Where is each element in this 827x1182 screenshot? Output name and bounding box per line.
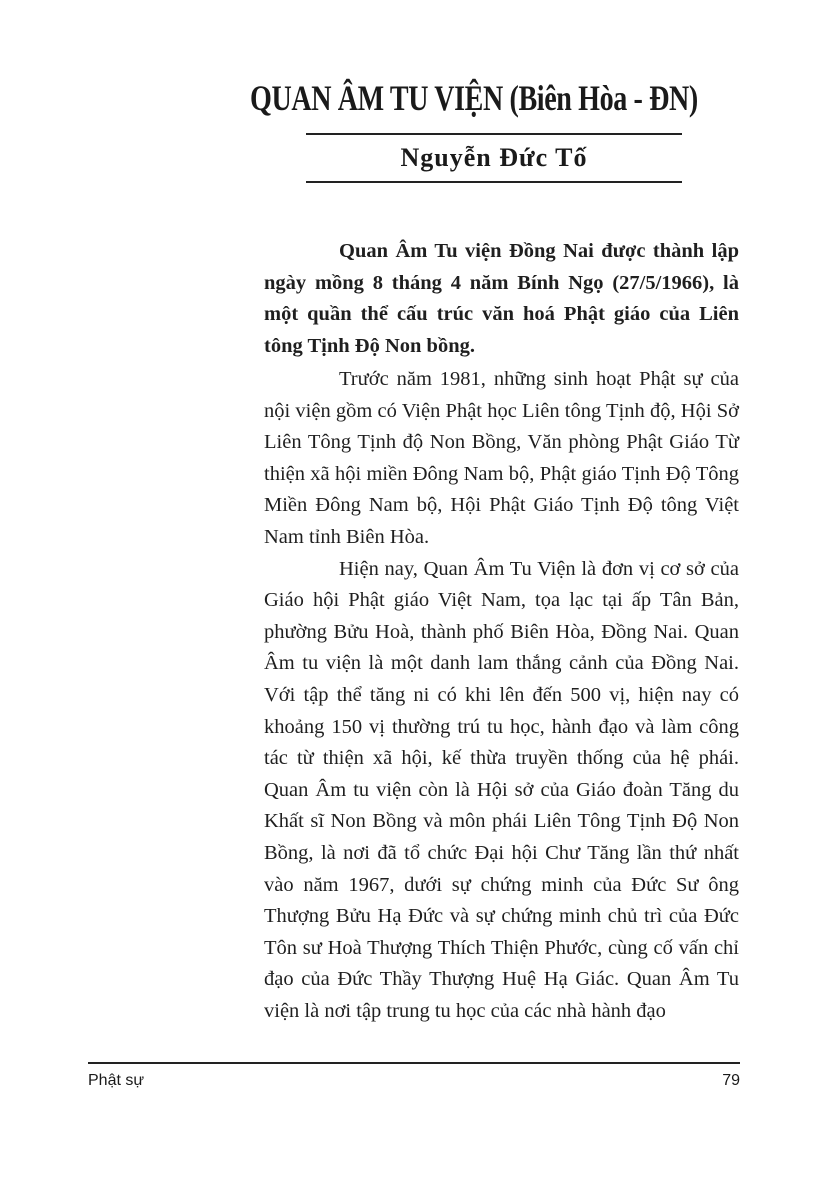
author-top-rule — [306, 133, 682, 135]
article-author: Nguyễn Đức Tố — [400, 143, 588, 172]
footer-rule — [88, 1062, 740, 1064]
body-paragraph: Trước năm 1981, những sinh hoạt Phật sự của nội viện gồm có Viện Phật học Liên tông Tịnh độ, Hội Sở Liên Tông Tịnh độ Non Bồng, Văn phòng Phật Giáo Từ thiện xã hội miền Đông Nam bộ, Phật giáo Tịnh Độ Tông Miền Đông Nam bộ, Hội Phật Giáo Tịnh Độ tông Việt Nam tỉnh Biên Hòa. — [264, 368, 739, 548]
footer-section-name: Phật sự — [88, 1072, 145, 1089]
page-number: 79 — [722, 1072, 740, 1089]
author-bottom-rule — [306, 181, 682, 183]
article-body — [264, 236, 739, 1027]
article-title: QUAN ÂM TU VIỆN (Biên Hòa - ĐN) — [250, 78, 698, 118]
body-paragraph: Hiện nay, Quan Âm Tu Viện là đơn vị cơ sở của Giáo hội Phật giáo Việt Nam, tọa lạc tại ấp Tân Bản, phường Bửu Hoà, thành phố Biên Hòa, Đồng Nai. Quan Âm tu viện là một danh lam thắng cảnh của Đồng Nai. Với tập thể tăng ni có khi lên đến 500 vị, hiện nay có khoảng 150 vị thường trú tu học, hành đạo và làm công tác từ thiện xã hội, kế thừa truyền thống của hệ phái. Quan Âm tu viện còn là Hội sở của Giáo đoàn Tăng du Khất sĩ Non Bồng và môn phái Liên Tông Tịnh Độ Non Bồng, là nơi đã tổ chức Đại hội Chư Tăng lần thứ nhất vào năm 1967, dưới sự chứng minh của Đức Sư ông Thượng Bửu Hạ Đức và sự chứng minh chủ trì của Đức Tôn sư Hoà Thượng Thích Thiện Phước, cùng cố vấn chỉ đạo của Đức Thầy Thượng Huệ Hạ Giác. Quan Âm Tu viện là nơi tập trung tu học của các nhà hành đạo — [264, 557, 739, 1022]
lead-paragraph: Quan Âm Tu viện Đồng Nai được thành lập ngày mồng 8 tháng 4 năm Bính Ngọ (27/5/1966), là một quần thể cấu trúc văn hoá Phật giáo của Liên tông Tịnh Độ Non bồng. — [264, 240, 739, 357]
